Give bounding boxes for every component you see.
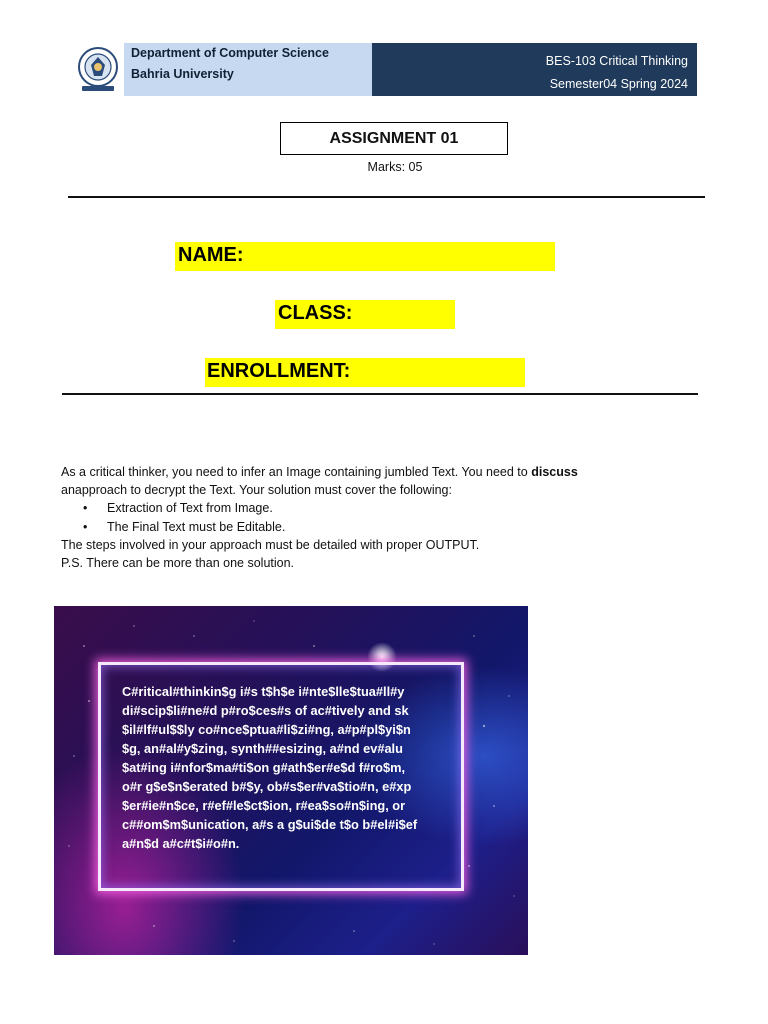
instruction-text: As a critical thinker, you need to infer an Image containing jumbled Text. You need to	[61, 465, 532, 479]
semester-label: Semester04 Spring 2024	[549, 77, 688, 91]
instructions	[61, 463, 701, 572]
list-item-text: Extraction of Text from Image.	[107, 501, 273, 516]
list-item-text: The Final Text must be Editable.	[107, 519, 286, 534]
bullet-icon: •	[83, 519, 88, 534]
class-label: CLASS:	[278, 302, 353, 324]
marks-label: Marks: 05	[367, 160, 423, 174]
list-item	[61, 499, 701, 517]
name-label: NAME:	[178, 244, 244, 266]
jumbled-line: c##om$m$unication, a#s a g$ui$de t$o b#el#i$ef	[122, 817, 418, 832]
jumbled-line: $at#ing i#nfor$ma#ti$on g#ath$er#e$d f#ro$m,	[122, 760, 406, 775]
instruction-line-3: The steps involved in your approach must be detailed with proper OUTPUT.	[61, 537, 480, 552]
list-item	[61, 518, 701, 536]
instruction-emphasis: discuss	[531, 465, 578, 479]
university-name: Bahria University	[131, 67, 234, 81]
university-logo	[78, 45, 118, 93]
requirements-list	[61, 499, 701, 535]
enrollment-label: ENROLLMENT:	[207, 360, 351, 382]
jumbled-line: di#scip$li#ne#d p#ro$ces#s of ac#tively and sk	[122, 703, 409, 718]
jumbled-line: o#r g$e$n$erated b#$y, ob#s$er#va$tio#n, e#xp	[122, 779, 412, 794]
instruction-line-1	[61, 463, 701, 481]
course-name: BES-103 Critical Thinking	[545, 54, 688, 68]
instruction-line-2: anapproach to decrypt the Text. Your solution must cover the following:	[61, 483, 452, 498]
jumbled-line: C#ritical#thinkin$g i#s t$h$e i#nte$lle$tua#ll#y	[122, 684, 405, 699]
assignment-title: ASSIGNMENT 01	[280, 122, 508, 155]
jumbled-line: $er#ie#n$ce, r#ef#le$ct$ion, r#ea$so#n$ing, or	[122, 798, 406, 813]
jumbled-text	[122, 682, 460, 853]
jumbled-line: a#n$d a#c#t$i#o#n.	[122, 836, 240, 851]
header-department-panel	[124, 43, 372, 96]
jumbled-line: $il#lf#ul$$ly co#nce$ptua#li$zi#ng, a#p#pl$yi$n	[122, 722, 411, 737]
header-course-panel	[372, 43, 697, 96]
divider-bottom	[62, 393, 698, 395]
jumbled-text-image	[54, 606, 528, 955]
divider-top	[68, 196, 705, 198]
jumbled-line: $g, an#al#y$zing, synth##esizing, a#nd ev#alu	[122, 741, 403, 756]
instruction-line-4: P.S. There can be more than one solution.	[61, 556, 295, 571]
department-name: Department of Computer Science	[131, 46, 329, 60]
bullet-icon: •	[83, 501, 88, 516]
